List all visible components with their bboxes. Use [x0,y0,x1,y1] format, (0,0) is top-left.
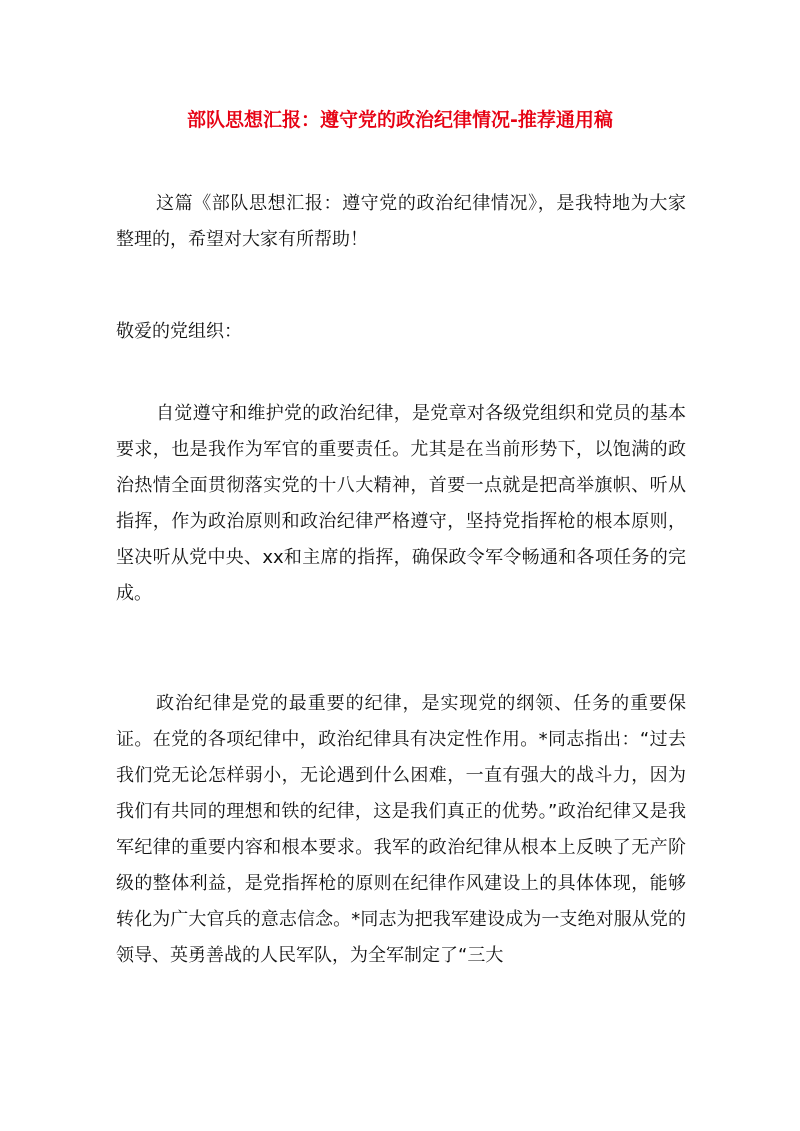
intro-paragraph: 这篇《部队思想汇报：遵守党的政治纪律情况》，是我特地为大家整理的，希望对大家有所帮助！ [116,193,686,250]
salutation: 敬爱的党组织： [116,321,242,342]
body-paragraph: 政治纪律是党的最重要的纪律，是实现党的纲领、任务的重要保证。在党的各项纪律中，政治纪律具有决定性作用。*同志指出：“过去我们党无论怎样弱小，无论遇到什么困难，一直有强大的战斗力，因为我们有共同的理想和铁的纪律，这是我们真正的优势。”政治纪律又是我军纪律的重要内容和根本要求。我军的政治纪律从根本上反映了无产阶级的整体利益，是党指挥枪的原则在纪律作风建设上的具体体现，能够转化为广大官兵的意志信念。*同志为把我军建设成为一支绝对服从党的领导、英勇善战的人民军队，为全军制定了“三大 [116,693,686,966]
body-paragraph: 自觉遵守和维护党的政治纪律，是党章对各级党组织和党员的基本要求，也是我作为军官的重要责任。尤其是在当前形势下，以饱满的政治热情全面贯彻落实党的十八大精神，首要一点就是把高举旗帜、听从指挥，作为政治原则和政治纪律严格遵守，坚持党指挥枪的根本原则，坚决听从党中央、xx和主席的指挥，确保政令军令畅通和各项任务的完成。 [116,403,686,604]
document-title: 部队思想汇报：遵守党的政治纪律情况-推荐通用稿 [187,109,613,131]
